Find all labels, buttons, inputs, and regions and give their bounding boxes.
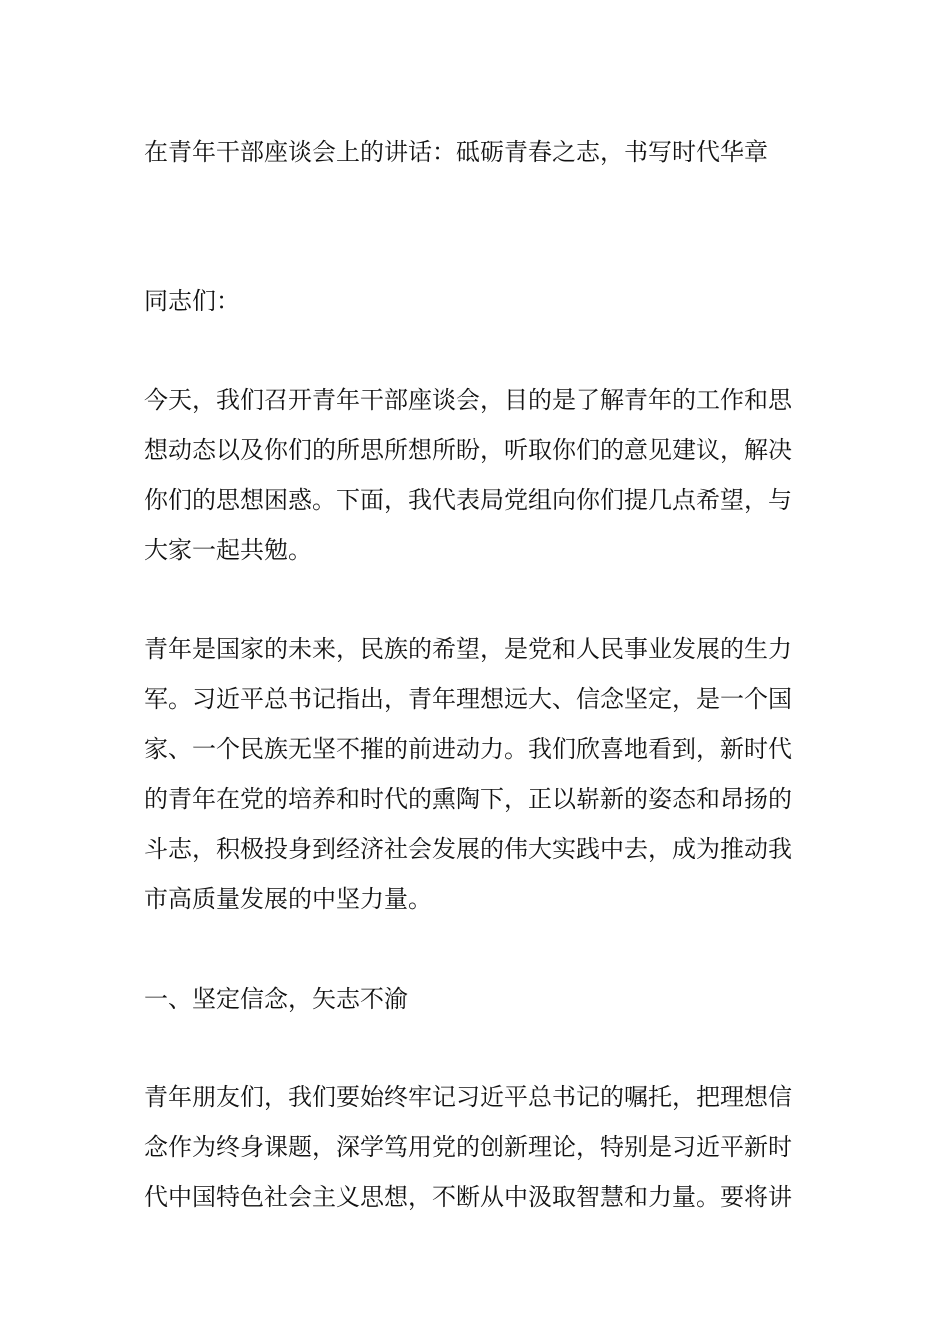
section-heading: 一、坚定信念，矢志不渝 bbox=[144, 985, 408, 1013]
document-title: 在青年干部座谈会上的讲话：砥砺青春之志，书写时代华章 bbox=[144, 138, 768, 166]
paragraph-intro: 今天，我们召开青年干部座谈会，目的是了解青年的工作和思想动态以及你们的所思所想所盼，听取你们的意见建议，解决你们的思想困惑。下面，我代表局党组向你们提几点希望，与大家一起共勉。 bbox=[144, 386, 792, 564]
paragraph-youth-role: 青年是国家的未来，民族的希望，是党和人民事业发展的生力军。习近平总书记指出，青年理想远大、信念坚定，是一个国家、一个民族无坚不摧的前进动力。我们欣喜地看到，新时代的青年在党的培养和时代的熏陶下，正以崭新的姿态和昂扬的斗志，积极投身到经济社会发展的伟大实践中去，成为推动我市高质量发展的中坚力量。 bbox=[144, 635, 792, 913]
salutation: 同志们： bbox=[144, 287, 240, 315]
paragraph-beliefs: 青年朋友们，我们要始终牢记习近平总书记的嘱托，把理想信念作为终身课题，深学笃用党的创新理论，特别是习近平新时代中国特色社会主义思想，不断从中汲取智慧和力量。要将讲 bbox=[144, 1083, 792, 1211]
